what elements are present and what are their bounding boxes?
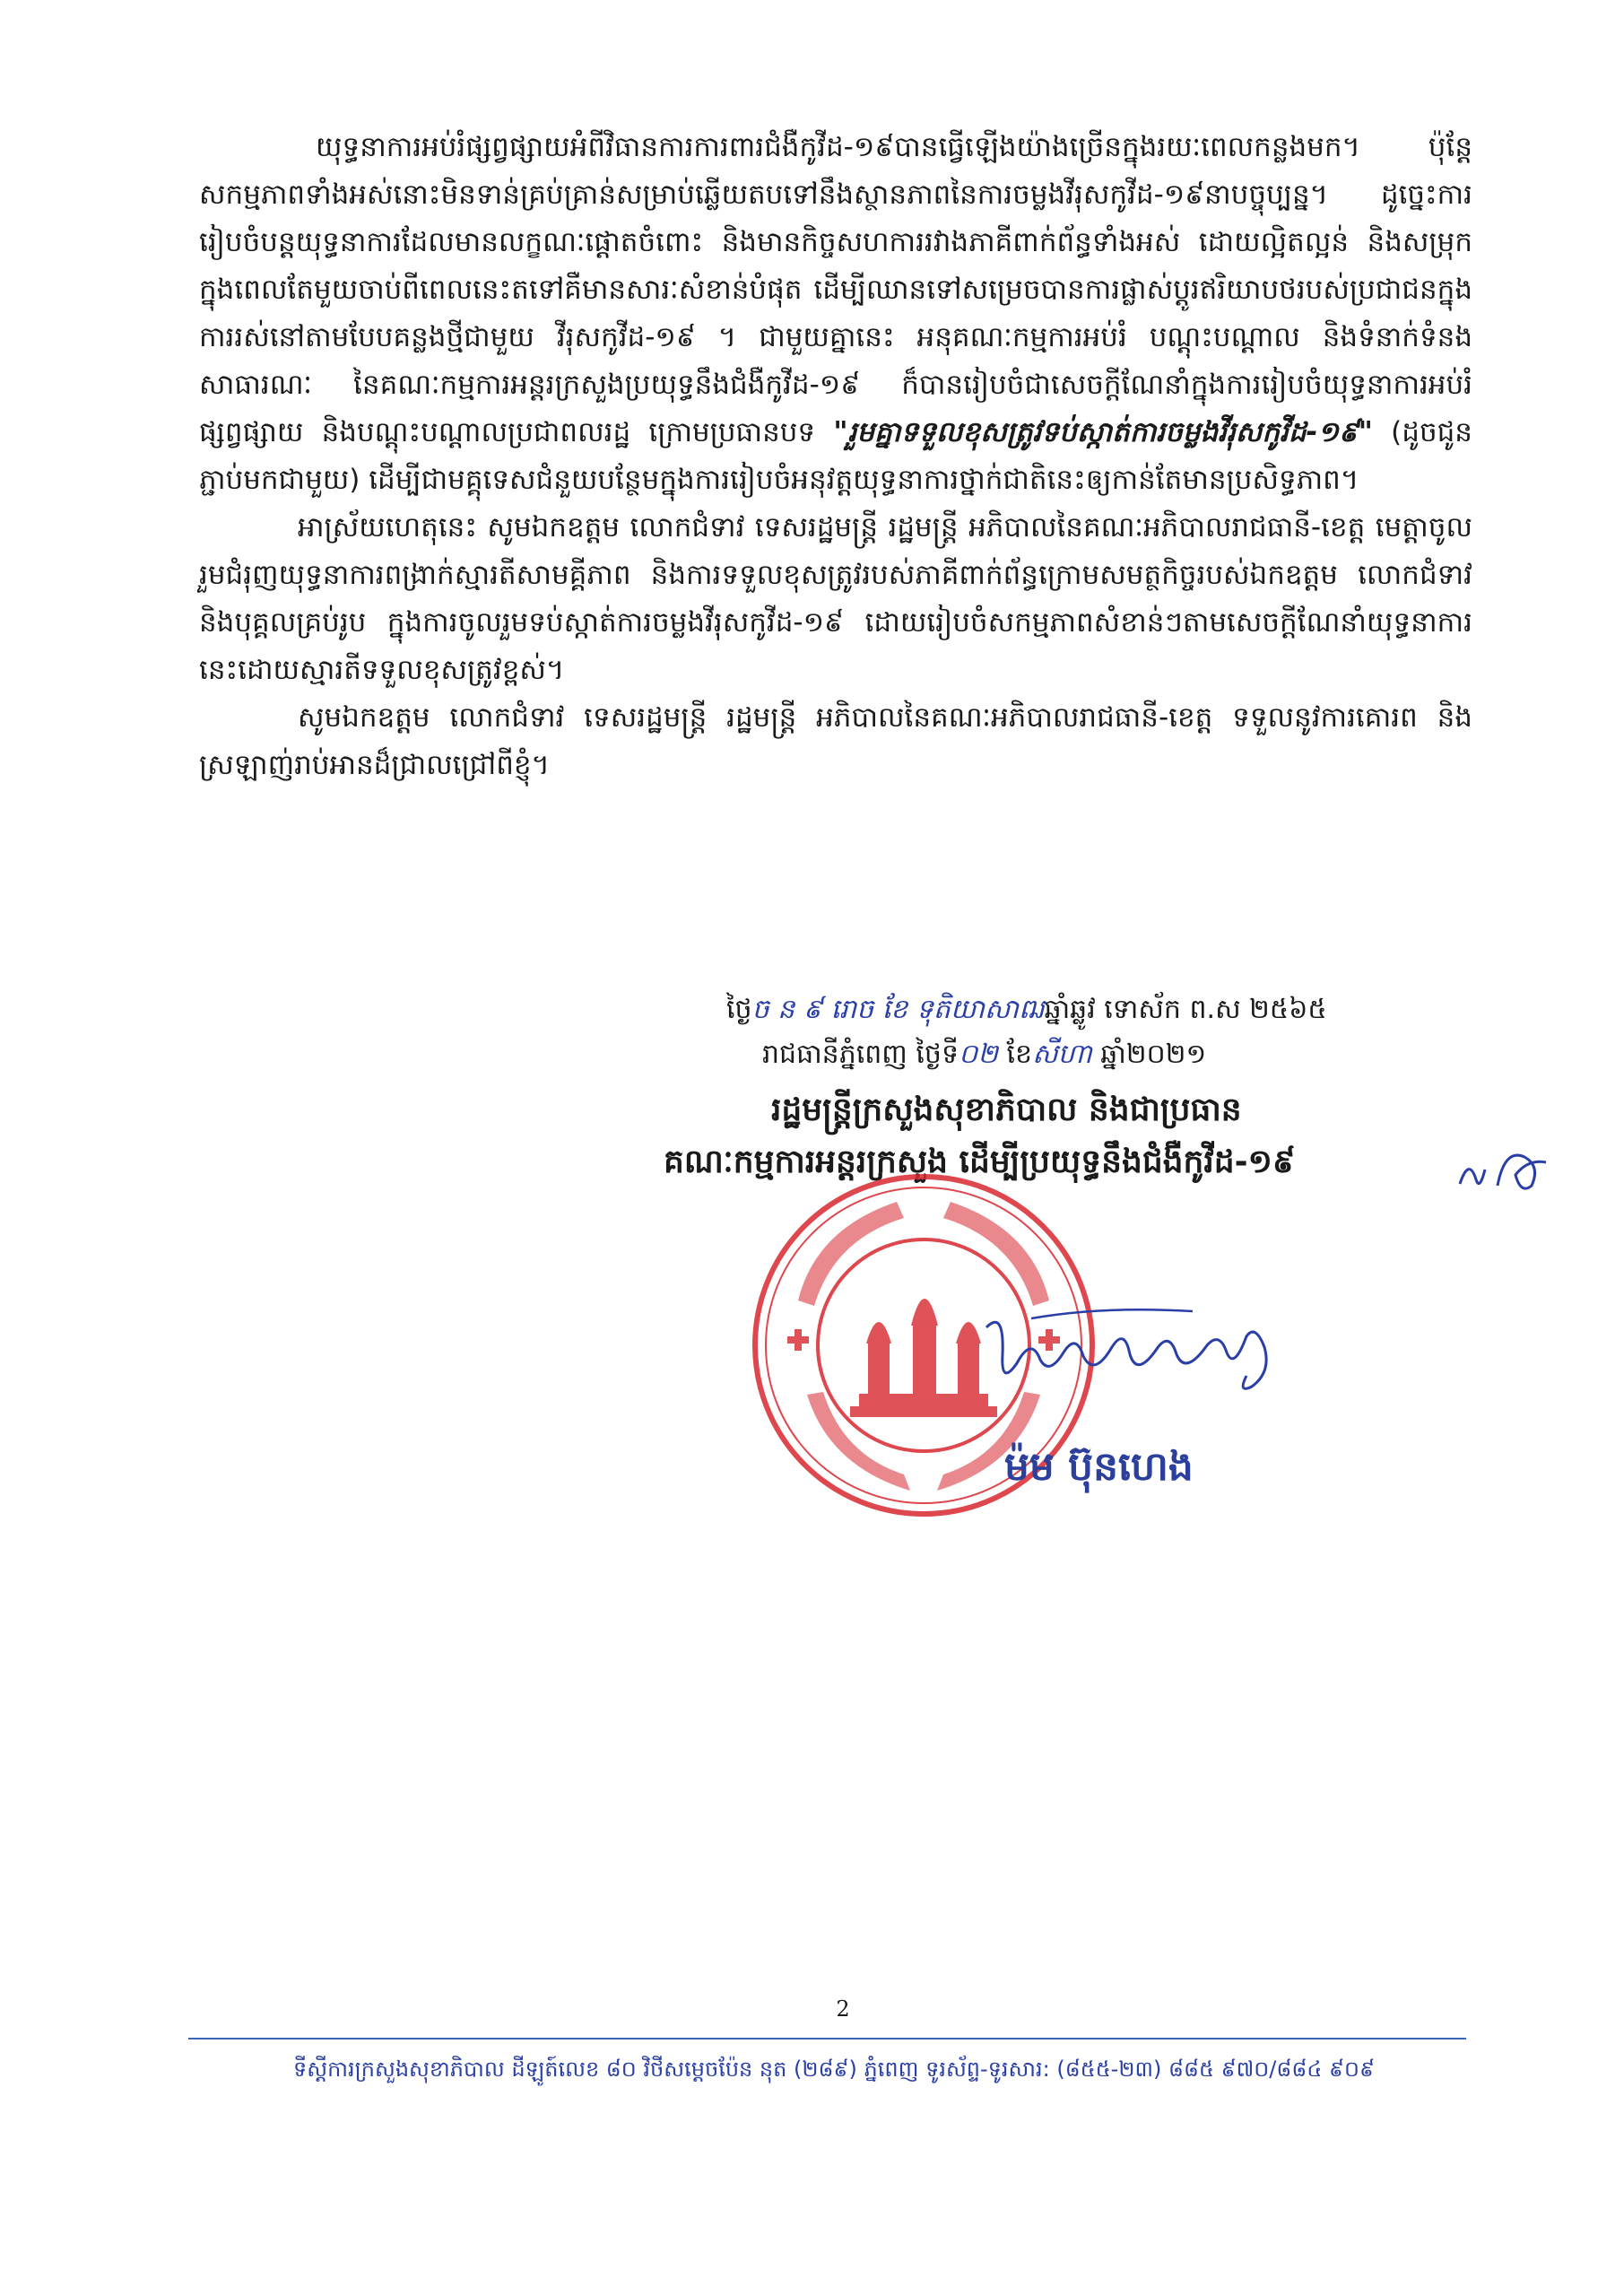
lunar-date-handwritten: ច ន ៩ រោច ខែ ទុតិយាសាឍ — [751, 994, 1045, 1025]
lunar-date-suffix: ឆ្នាំឆ្លូវ ទោស័ក ព.ស ២៥៦៥ — [1044, 994, 1327, 1025]
signer-name: ម៉ម ប៊ុនហេង — [1004, 1444, 1194, 1490]
place-date-month-prefix: ខែ — [997, 1039, 1033, 1070]
lunar-date — [726, 988, 1471, 1031]
paragraph-3: សូមឯកឧត្តម លោកជំទាវ ទេសរដ្ឋមន្ត្រី រដ្ឋមន្ត្រី អភិបាលនៃគណៈអភិបាលរាជធានី-ខេត្ត ទទួលនូវការគោរព និងស្រឡាញ់រាប់អានដ៏ជ្រាលជ្រៅពីខ្ញុំ។ — [199, 701, 1472, 781]
handwritten-signature — [977, 1300, 1282, 1399]
campaign-title: "រួមគ្នាទទួលខុសត្រូវទប់ស្កាត់ការចម្លងវីរុសកូវីដ-១៩" — [833, 416, 1373, 448]
place-date-prefix: រាជធានីភ្នំពេញ ថ្ងៃទី — [762, 1039, 959, 1070]
footer-address: ទីស្តីការក្រសួងសុខាភិបាល ដីឡូត៍លេខ ៨០ វិថីសម្តេចប៉ែន នុត (២៨៩) ភ្នំពេញ ទូរស័ព្ទ-ទូរសារ: (៨៥៥-២៣) ៨៨៥ ៩៧០/៨៨៤ ៩០៩ — [293, 2057, 1375, 2082]
paragraph-1-tail: (ដូចជូនភ្ជាប់មកជាមួយ) ដើម្បីជាមគ្គុទេសជំនួយបន្ថែមក្នុងការរៀបចំអនុវត្តយុទ្ធនាការថ្នាក់ជាតិនេះឲ្យកាន់តែមានប្រសិទ្ធភាព។ — [199, 416, 1472, 496]
paragraph-1-text: យុទ្ធនាការអប់រំផ្សព្វផ្សាយអំពីវិធានការការពារជំងឺកូវីដ-១៩បានធ្វើឡើងយ៉ាងច្រើនក្នុងរយៈពេលកន្លងមក។ ប៉ុន្តែសកម្មភាពទាំងអស់នោះមិនទាន់គ្រប់គ្រាន់សម្រាប់ឆ្លើយតបទៅនឹងស្ថានភាពនៃការចម្លងវីរុសកូវីដ-១៩នាបច្ចុប្បន្ន។ ដូច្នេះការរៀបចំបន្តយុទ្ធនាការដែលមានលក្ខណៈផ្តោតចំពោះ និងមានកិច្ចសហការរវាងភាគីពាក់ព័ន្ធទាំងអស់ ដោយល្អិតល្អន់ និងសម្រុកក្នុងពេលតែមួយចាប់ពីពេលនេះតទៅគឺមានសារៈសំខាន់បំផុត ដើម្បីឈានទៅសម្រេចបានការផ្លាស់ប្តូរឥរិយាបថរបស់ប្រជាជនក្នុងការរស់នៅតាមបែបគន្លងថ្មីជាមួយ វីរុសកូវីដ-១៩ ។ ជាមួយគ្នានេះ អនុគណៈកម្មការអប់រំ បណ្តុះបណ្តាល និងទំនាក់ទំនងសាធារណៈ នៃគណៈកម្មការអន្តរក្រសួងប្រយុទ្ធនឹងជំងឺកូវីដ-១៩ ក៏បានរៀបចំជាសេចក្តីណែនាំក្នុងការរៀបចំយុទ្ធនាការអប់រំ ផ្សព្វផ្សាយ និងបណ្តុះបណ្តាលប្រជាពលរដ្ឋ ក្រោមប្រធានបទ — [199, 131, 1472, 448]
paragraph-1 — [199, 124, 1472, 504]
place-date-suffix: ឆ្នាំ២០២១ — [1091, 1039, 1207, 1070]
place-date-month: សីហា — [1032, 1039, 1092, 1070]
footer-divider — [188, 2038, 1466, 2039]
page-number: 2 — [836, 1996, 850, 2022]
letter-body — [199, 124, 1472, 789]
signer-title-line1: រដ្ឋមន្ត្រីក្រសួងសុខាភិបាល និងជាប្រធាន — [771, 1091, 1242, 1128]
paragraph-2: អាស្រ័យហេតុនេះ សូមឯកឧត្តម លោកជំទាវ ទេសរដ្ឋមន្ត្រី រដ្ឋមន្ត្រី អភិបាលនៃគណៈអភិបាលរាជធានី-ខេត្ត មេត្តាចូលរួមជំរុញយុទ្ធនាការពង្រាក់ស្មារតីសាមគ្គីភាព និងការទទួលខុសត្រូវរបស់ភាគីពាក់ព័ន្ធក្រោមសមត្ថកិច្ចរបស់ឯកឧត្តម លោកជំទាវ និងបុគ្គលគ្រប់រូប ក្នុងការចូលរួមទប់ស្កាត់ការចម្លងវីរុសកូវីដ-១៩ ដោយរៀបចំសកម្មភាពសំខាន់ៗតាមសេចក្តីណែនាំយុទ្ធនាការនេះដោយស្មារតីទទួលខុសត្រូវខ្ពស់។ — [199, 511, 1472, 686]
initials-mark — [1453, 1139, 1560, 1202]
place-date — [762, 1033, 1462, 1076]
place-date-day: ០២ — [959, 1039, 998, 1070]
lunar-date-prefix: ថ្ងៃ — [726, 994, 752, 1025]
signer-title-line2: គណៈកម្មការអន្តរក្រសួង ដើម្បីប្រយុទ្ធនឹងជំងឺកូវីដ-១៩ — [664, 1144, 1296, 1180]
